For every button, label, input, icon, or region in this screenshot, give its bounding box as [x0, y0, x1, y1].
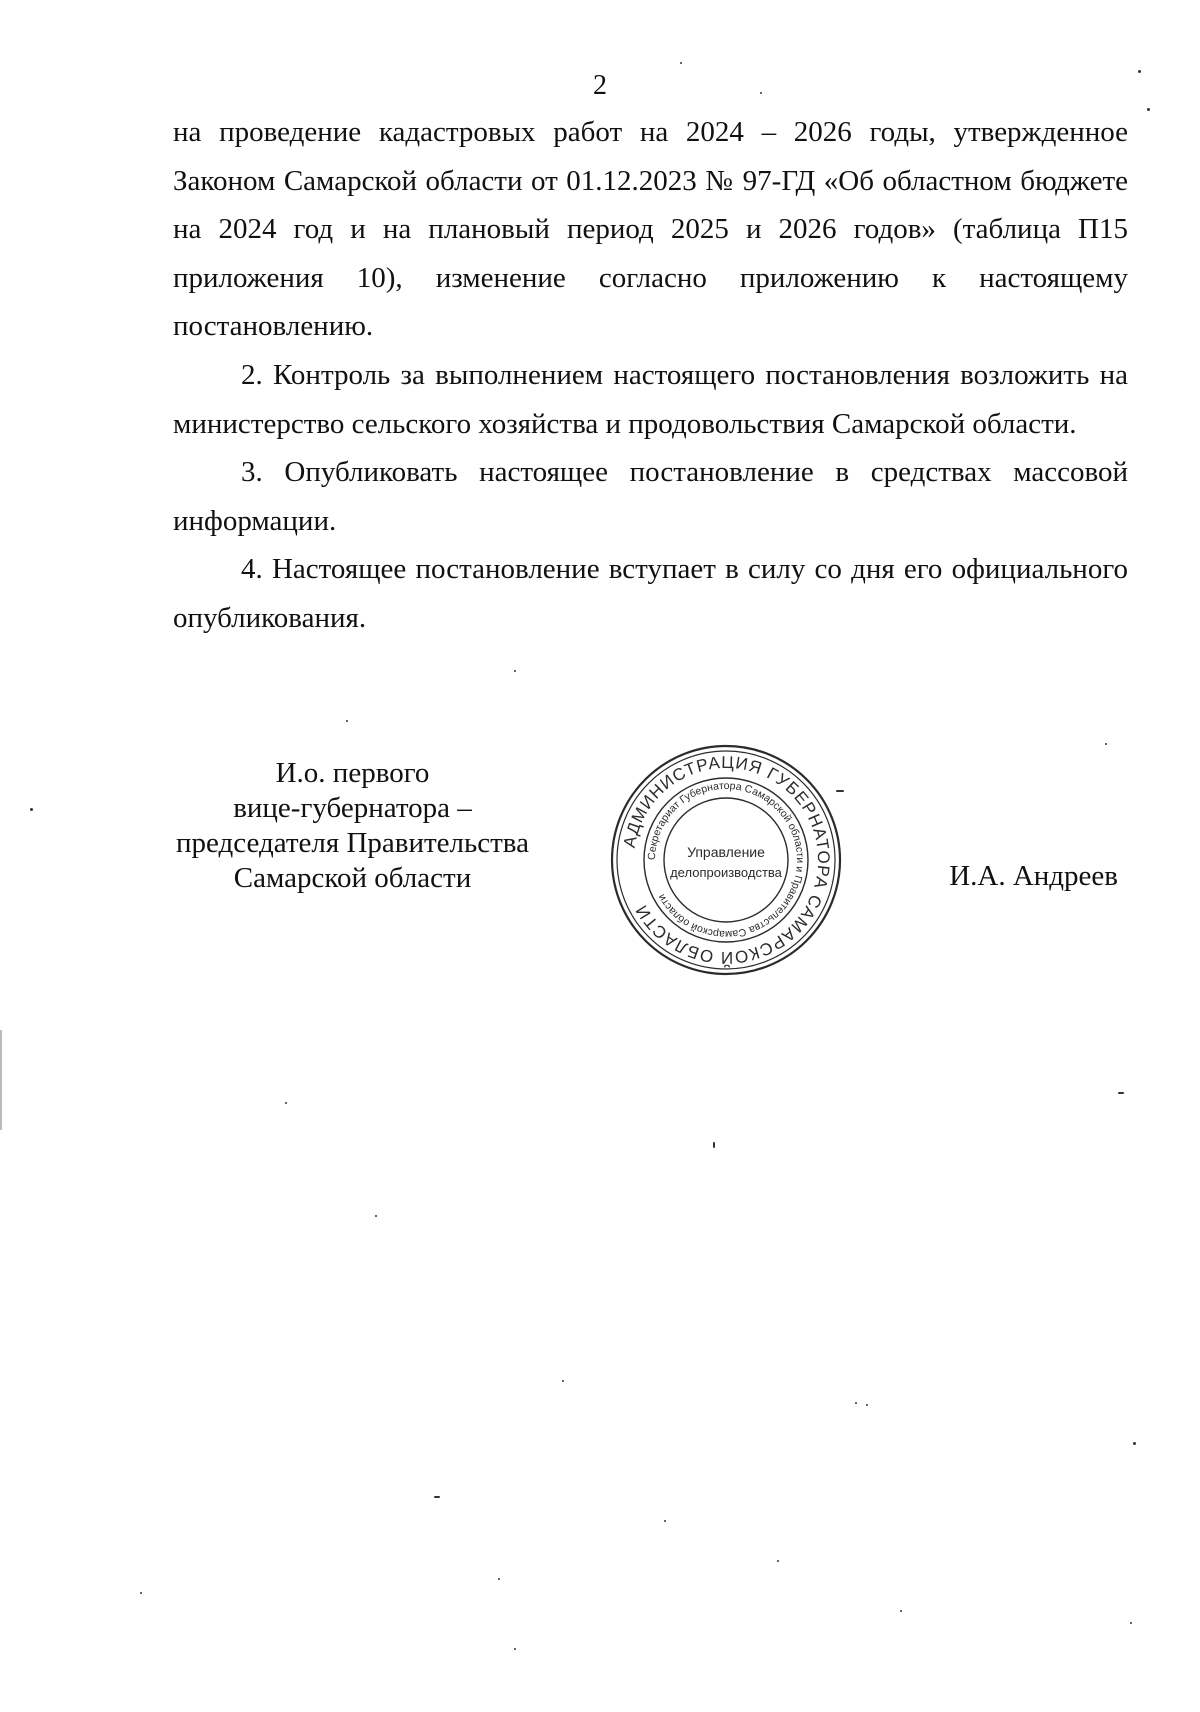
signatory-name: И.А. Андреев — [949, 860, 1118, 892]
scan-speck — [514, 1648, 516, 1650]
scan-speck — [866, 1404, 868, 1406]
scan-speck — [285, 1102, 287, 1104]
scan-speck — [30, 808, 33, 811]
scan-speck — [855, 1402, 857, 1404]
scan-speck — [434, 1496, 440, 1498]
scan-speck — [777, 1560, 779, 1562]
seal-graphic — [606, 740, 846, 980]
scan-speck — [1118, 1092, 1124, 1094]
signatory-position-line: вице-губернатора – — [233, 792, 472, 824]
seal-inner-text: Секретариат Губернатора Самарской области и Правительства Самарской области — [645, 779, 807, 941]
scan-speck — [680, 62, 682, 64]
scan-speck — [514, 670, 516, 672]
scan-speck — [1105, 743, 1107, 745]
paragraph-item-2: 2. Контроль за выполнением настоящего постановления возложить на министерство сельского хозяйства и продовольствия Самарской области. — [173, 358, 1128, 440]
scan-speck — [900, 1610, 902, 1612]
scan-edge-mark — [0, 1030, 2, 1130]
page-number: 2 — [593, 70, 607, 101]
paragraph-item-4: 4. Настоящее постановление вступает в силу со дня его официального опубликования. — [173, 553, 1128, 634]
seal-center-line-2: делопроизводства — [670, 865, 782, 880]
seal-middle-ring — [644, 778, 808, 942]
signatory-position-line: председателя Правительства — [176, 827, 529, 859]
scan-speck — [713, 1142, 715, 1148]
scan-speck — [1133, 1442, 1136, 1445]
paragraph-item-3: 3. Опубликовать настоящее постановление в средствах массовой информации. — [173, 456, 1128, 537]
scan-speck — [1130, 1622, 1132, 1624]
scan-speck — [760, 92, 762, 94]
scan-speck — [836, 790, 844, 792]
scan-speck — [346, 720, 348, 722]
document-body — [173, 108, 1128, 643]
seal-center-line-1: Управление — [687, 844, 765, 860]
scan-speck — [562, 1380, 564, 1382]
scan-speck — [375, 1215, 377, 1217]
scan-speck — [140, 1592, 142, 1594]
signatory-position — [170, 756, 535, 896]
signatory-position-line: И.о. первого — [275, 757, 430, 789]
scan-speck — [664, 1520, 666, 1522]
paragraph-continuation: на проведение кадастровых работ на 2024 – 2026 годы, утвержденное Законом Самарской области от 01.12.2023 № 97-ГД «Об областном бюджете на 2024 год и на плановый период 2025 и 2026 годов» (таблица П15 приложения 10), изменение согласно приложению к настоящему постановлению. — [173, 116, 1128, 343]
seal-inner-ring — [664, 798, 788, 922]
official-seal — [606, 740, 846, 980]
scan-speck — [1138, 70, 1141, 73]
scan-speck — [498, 1578, 500, 1580]
scan-speck — [1147, 108, 1150, 111]
seal-outer-text: АДМИНИСТРАЦИЯ ГУБЕРНАТОРА САМАРСКОЙ ОБЛАСТИ — [619, 752, 834, 968]
signatory-position-line: Самарской области — [233, 862, 472, 894]
